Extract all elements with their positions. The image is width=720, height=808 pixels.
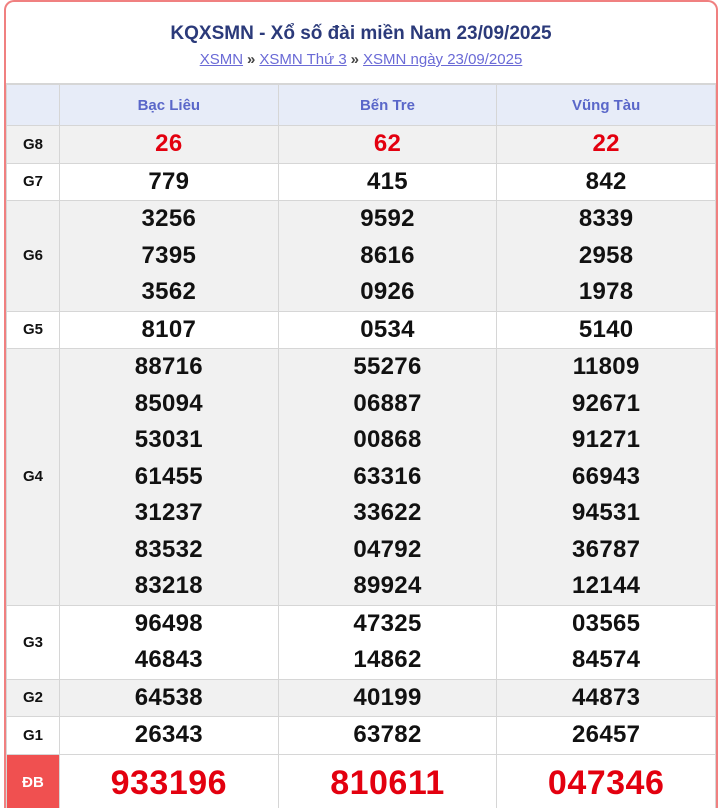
prize-cell (278, 126, 497, 164)
prize-cell (497, 679, 716, 717)
prize-number: 61455 (134, 462, 203, 490)
prize-number: 63316 (353, 462, 422, 490)
prize-number: 11809 (572, 353, 640, 380)
prize-cell (60, 679, 279, 717)
prize-cell (497, 126, 716, 164)
prize-cell (497, 349, 716, 606)
prize-number: 842 (585, 167, 627, 195)
prize-number: 9592 (360, 205, 415, 232)
prize-label: ĐB (7, 754, 60, 808)
prize-cell (60, 605, 279, 679)
prize-cell (278, 679, 497, 717)
breadcrumb-separator: » (350, 51, 360, 68)
prize-number: 03565 (572, 609, 641, 637)
prize-number: 22 (592, 130, 620, 157)
prize-cell (60, 126, 279, 164)
prize-row (7, 201, 716, 312)
prize-label: G1 (7, 717, 60, 755)
breadcrumb-link-weekday[interactable]: XSMN Thứ 3 (259, 51, 347, 68)
prize-number: 047346 (547, 763, 665, 802)
breadcrumb (6, 51, 716, 69)
prize-cell (60, 754, 279, 808)
prize-number: 14862 (353, 646, 422, 673)
prize-cell (60, 717, 279, 755)
prize-label: G2 (7, 679, 60, 717)
prize-number: 44873 (572, 683, 641, 711)
prize-number: 1978 (578, 278, 634, 305)
prize-number: 63782 (353, 721, 422, 748)
prize-number: 94531 (572, 499, 641, 526)
prize-cell (497, 163, 716, 201)
prize-number: 84574 (572, 646, 641, 673)
prize-cell (60, 201, 279, 312)
prize-number: 96498 (134, 609, 203, 637)
prize-number: 83532 (134, 535, 203, 563)
prize-number: 933196 (110, 763, 228, 802)
prize-label: G5 (7, 311, 60, 349)
prize-number: 06887 (353, 389, 422, 417)
corner-cell (7, 85, 60, 126)
province-header: Bến Tre (278, 85, 497, 126)
prize-number: 0534 (360, 315, 415, 343)
prize-number: 85094 (134, 389, 203, 417)
prize-cell (497, 201, 716, 312)
prize-label: G7 (7, 163, 60, 201)
prize-number: 5140 (578, 315, 634, 343)
prize-row (7, 754, 716, 808)
breadcrumb-separator: » (247, 51, 256, 68)
prize-number: 31237 (134, 499, 203, 526)
province-header: Bạc Liêu (60, 85, 279, 126)
prize-row (7, 679, 716, 717)
prize-cell (278, 754, 497, 808)
prize-cell (497, 605, 716, 679)
prize-number: 33622 (353, 499, 422, 526)
prize-number: 66943 (572, 462, 641, 490)
breadcrumb-link-date[interactable]: XSMN ngày 23/09/2025 (363, 51, 523, 68)
prize-number: 12144 (572, 572, 641, 599)
results-header (6, 2, 716, 84)
prize-number: 810611 (330, 763, 445, 802)
prize-cell (60, 163, 279, 201)
prize-number: 0926 (360, 278, 415, 305)
prize-number: 62 (373, 130, 402, 157)
prize-label: G8 (7, 126, 60, 164)
page-title: KQXSMN - Xổ số đài miền Nam 23/09/2025 (170, 23, 552, 44)
prize-number: 92671 (572, 389, 641, 417)
results-panel (4, 0, 718, 808)
prize-number: 64538 (134, 683, 203, 711)
prize-row (7, 126, 716, 164)
prize-number: 47325 (353, 609, 422, 637)
prize-row (7, 311, 716, 349)
prize-number: 46843 (134, 646, 203, 673)
prize-number: 26343 (134, 721, 203, 748)
prize-cell (278, 311, 497, 349)
prize-number: 2958 (578, 241, 634, 269)
prize-label: G3 (7, 605, 60, 679)
prize-row (7, 163, 716, 201)
prize-number: 26457 (572, 721, 641, 748)
prize-number: 83218 (134, 572, 203, 599)
prize-number: 3562 (141, 278, 197, 305)
prize-number: 55276 (353, 353, 422, 380)
prize-rows (7, 126, 716, 808)
province-header: Vũng Tàu (497, 85, 716, 126)
province-header-row (7, 85, 716, 126)
prize-number: 40199 (353, 683, 422, 711)
prize-number: 91271 (572, 426, 641, 453)
results-table (6, 84, 716, 808)
prize-label: G6 (7, 201, 60, 312)
prize-cell (497, 717, 716, 755)
prize-cell (278, 349, 497, 606)
prize-cell (60, 311, 279, 349)
prize-number: 415 (367, 167, 408, 195)
prize-cell (278, 163, 497, 201)
prize-number: 36787 (572, 535, 641, 563)
prize-number: 89924 (353, 572, 422, 599)
prize-number: 26 (155, 130, 183, 157)
prize-number: 00868 (353, 426, 422, 453)
prize-row (7, 717, 716, 755)
prize-number: 8616 (360, 241, 415, 269)
prize-cell (497, 311, 716, 349)
prize-number: 53031 (134, 426, 203, 453)
prize-number: 8339 (578, 205, 634, 232)
prize-cell (278, 717, 497, 755)
prize-cell (278, 201, 497, 312)
prize-row (7, 605, 716, 679)
prize-row (7, 349, 716, 606)
prize-number: 779 (148, 167, 190, 195)
prize-cell (278, 605, 497, 679)
prize-label: G4 (7, 349, 60, 606)
prize-cell (497, 754, 716, 808)
prize-number: 04792 (353, 535, 422, 563)
prize-number: 88716 (134, 353, 203, 380)
prize-number: 8107 (141, 315, 197, 343)
prize-number: 7395 (141, 241, 197, 269)
breadcrumb-link-xsmn[interactable]: XSMN (199, 51, 244, 68)
prize-number: 3256 (141, 205, 197, 232)
prize-cell (60, 349, 279, 606)
